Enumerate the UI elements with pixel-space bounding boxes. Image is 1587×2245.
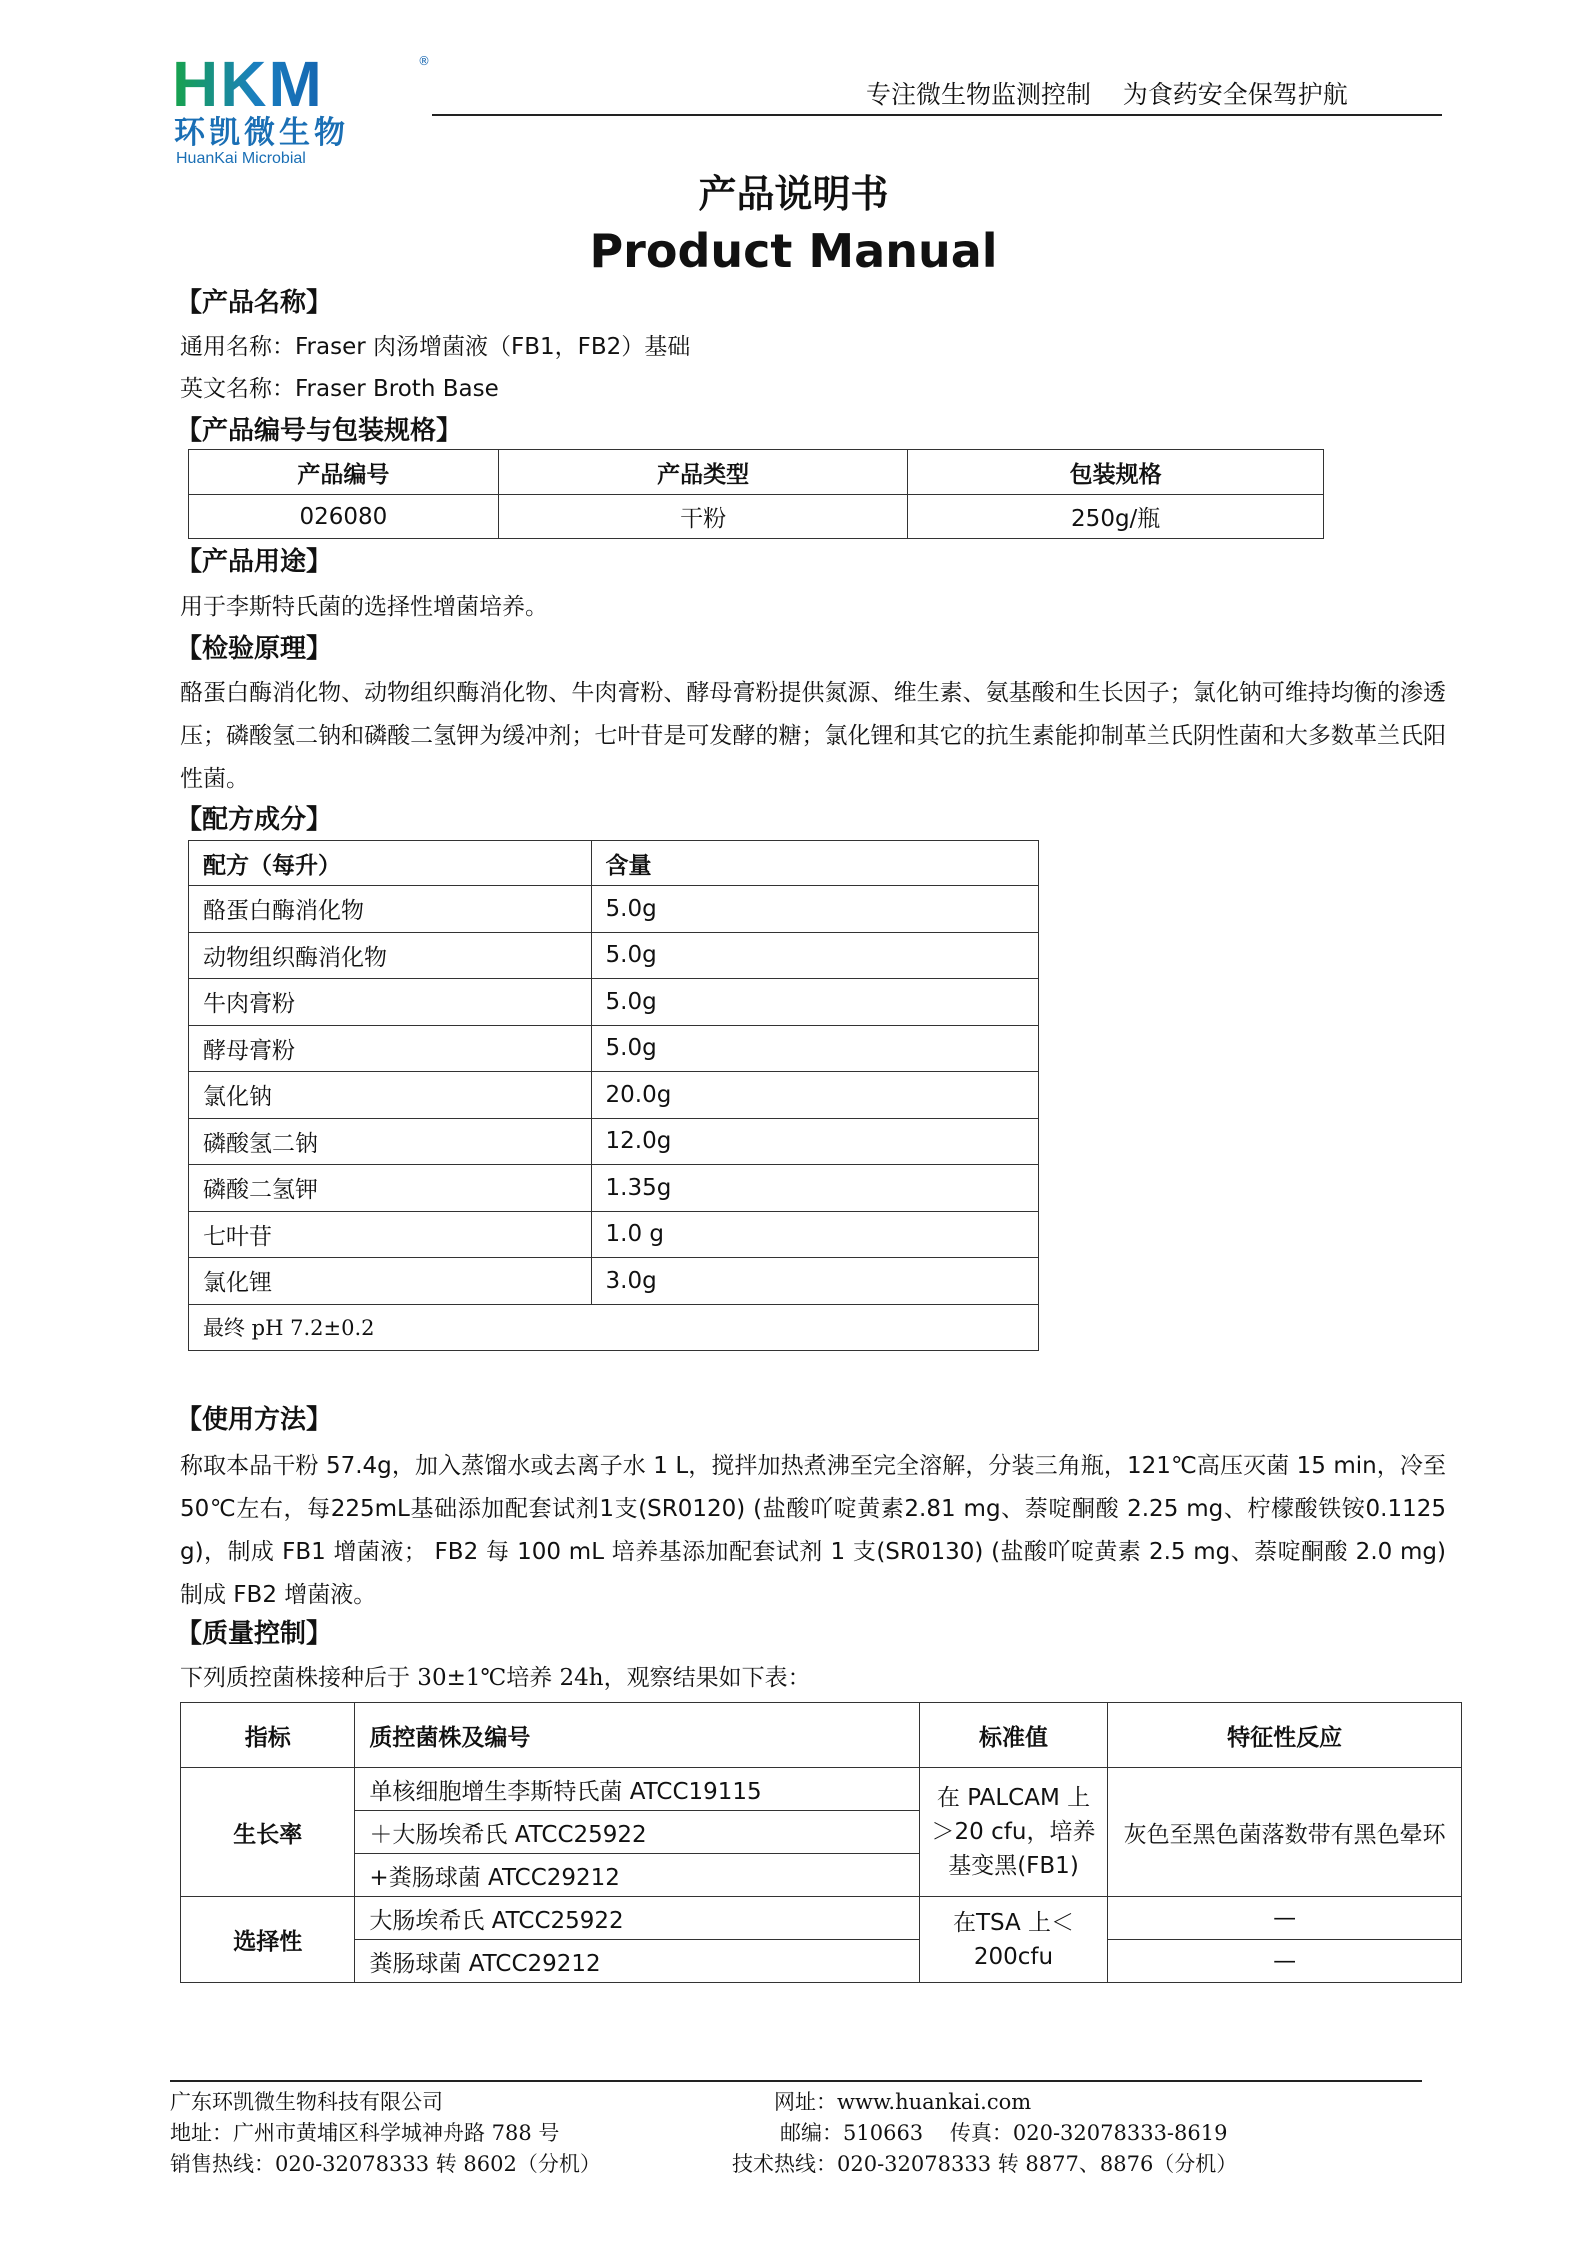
section-heading-name: 【产品名称】 [176,288,333,318]
column-header: 标准值 [919,1703,1107,1768]
table-row [189,495,1324,539]
table-row [189,979,1039,1026]
column-header: 产品编号 [189,450,499,495]
ingredient-name: 磷酸二氢钾 [189,1165,592,1212]
ingredient-name: 动物组织酶消化物 [189,932,592,979]
method-text: 称取本品干粉 57.4g，加入蒸馏水或去离子水 1 L，搅拌加热煮沸至完全溶解，分装三角瓶，121℃高压灭菌 15 min，冷至50℃左右，每225mL基础添加配套试剂1支(SR0120) (盐酸吖啶黄素2.81 mg、萘啶酮酸 2.25 mg、柠檬酸铁铵0.1125 g)，制成 FB1 增菌液； FB2 每 100 mL 培养基添加配套试剂 1 支(SR0130) (盐酸吖啶黄素 2.5 mg、萘啶酮酸 2.0 mg) 制成 FB2 增菌液。 [180,1453,1446,1608]
ingredient-name: 酪蛋白酶消化物 [189,886,592,933]
ingredient-amount: 5.0g [591,886,1038,933]
section-heading-spec: 【产品编号与包装规格】 [176,416,463,446]
footer-address: 地址：广州市黄埔区科学城神舟路 788 号 [170,2121,560,2145]
footer-company: 广东环凯微生物科技有限公司 [170,2090,443,2114]
ingredient-name: 氯化钠 [189,1072,592,1119]
footer-website: 网址：www.huankai.com [774,2090,1032,2114]
section-heading-method: 【使用方法】 [176,1405,333,1435]
section-heading-principle: 【检验原理】 [176,634,333,664]
common-name: 通用名称：Fraser 肉汤增菌液（FB1，FB2）基础 [180,334,691,360]
ingredient-amount: 5.0g [591,932,1038,979]
logo-english-name: HuanKai Microbial [176,150,306,167]
ingredient-amount: 5.0g [591,1025,1038,1072]
qc-table [180,1702,1462,1983]
selectivity-standard: 在TSA 上＜200cfu [919,1897,1107,1983]
registered-mark: ® [418,54,430,68]
footer-divider [170,2080,1422,2082]
ingredient-amount: 5.0g [591,979,1038,1026]
footer-postcode-fax: 邮编：510663 传真：020-32078333-8619 [780,2121,1228,2145]
column-header: 配方（每升） [189,841,592,886]
strain-name: 单核细胞增生李斯特氏菌 ATCC19115 [355,1768,919,1811]
footer-tech-hotline: 技术热线：020-32078333 转 8877、8876（分机） [732,2152,1238,2176]
table-row [189,1304,1039,1351]
principle-text: 酪蛋白酶消化物、动物组织酶消化物、牛肉膏粉、酵母膏粉提供氮源、维生素、氨基酸和生长因子；氯化钠可维持均衡的渗透压；磷酸氢二钠和磷酸二氢钾为缓冲剂；七叶苷是可发酵的糖；氯化锂和其它的抗生素能抑制革兰氏阴性菌和大多数革兰氏阳性菌。 [180,680,1446,792]
column-header: 质控菌株及编号 [355,1703,919,1768]
table-row [181,1768,1462,1811]
company-logo [172,48,432,167]
strain-name: ＋大肠埃希氏 ATCC25922 [355,1811,919,1854]
ingredient-name: 酵母膏粉 [189,1025,592,1072]
usage-text: 用于李斯特氏菌的选择性增菌培养。 [180,594,548,620]
ingredient-amount: 1.0 g [591,1211,1038,1258]
table-row [189,932,1039,979]
column-header: 特征性反应 [1108,1703,1462,1768]
english-name: 英文名称：Fraser Broth Base [180,376,499,402]
product-type: 干粉 [498,495,908,539]
column-header: 产品类型 [498,450,908,495]
logo-hkm: HKM [172,48,324,120]
strain-name: 粪肠球菌 ATCC29212 [355,1940,919,1983]
page-title-cn: 产品说明书 [698,172,889,216]
ingredient-name: 磷酸氢二钠 [189,1118,592,1165]
ingredient-amount: 1.35g [591,1165,1038,1212]
growth-reaction: 灰色至黑色菌落数带有黑色晕环 [1108,1768,1462,1897]
column-header: 含量 [591,841,1038,886]
selectivity-reaction: — [1108,1897,1462,1940]
logo-chinese-name: 环凯微生物 [174,115,349,151]
column-header: 包装规格 [908,450,1324,495]
table-header-row [181,1703,1462,1768]
table-row [181,1897,1462,1940]
table-row [189,1072,1039,1119]
table-row [189,1118,1039,1165]
qc-intro: 下列质控菌株接种后于 30±1℃培养 24h，观察结果如下表： [180,1665,811,1691]
table-header-row [189,841,1039,886]
ingredient-name: 氯化锂 [189,1258,592,1305]
formula-table [188,840,1039,1351]
selectivity-label: 选择性 [181,1897,355,1983]
table-row [181,1940,1462,1983]
strain-name: 大肠埃希氏 ATCC25922 [355,1897,919,1940]
growth-rate-label: 生长率 [181,1768,355,1897]
ingredient-amount: 3.0g [591,1258,1038,1305]
header-slogan: 专注微生物监测控制 为食药安全保驾护航 [866,80,1348,109]
section-heading-formula: 【配方成分】 [176,805,333,835]
ingredient-amount: 20.0g [591,1072,1038,1119]
product-code: 026080 [189,495,499,539]
header-divider [432,114,1442,116]
table-row [189,886,1039,933]
table-row [189,1211,1039,1258]
ingredient-amount: 12.0g [591,1118,1038,1165]
table-row [189,1258,1039,1305]
table-header-row [189,450,1324,495]
page-title-en: Product Manual [589,224,998,278]
ingredient-name: 牛肉膏粉 [189,979,592,1026]
package-spec: 250g/瓶 [908,495,1324,539]
final-ph: 最终 pH 7.2±0.2 [189,1304,1039,1351]
growth-standard: 在 PALCAM 上＞20 cfu，培养基变黑(FB1) [919,1768,1107,1897]
ingredient-name: 七叶苷 [189,1211,592,1258]
section-heading-usage: 【产品用途】 [176,547,333,577]
table-row [189,1165,1039,1212]
strain-name: +粪肠球菌 ATCC29212 [355,1854,919,1897]
column-header: 指标 [181,1703,355,1768]
table-row [189,1025,1039,1072]
footer-sales-hotline: 销售热线：020-32078333 转 8602（分机） [170,2152,601,2176]
selectivity-reaction: — [1108,1940,1462,1983]
spec-table [188,449,1324,539]
section-heading-qc: 【质量控制】 [176,1619,333,1649]
